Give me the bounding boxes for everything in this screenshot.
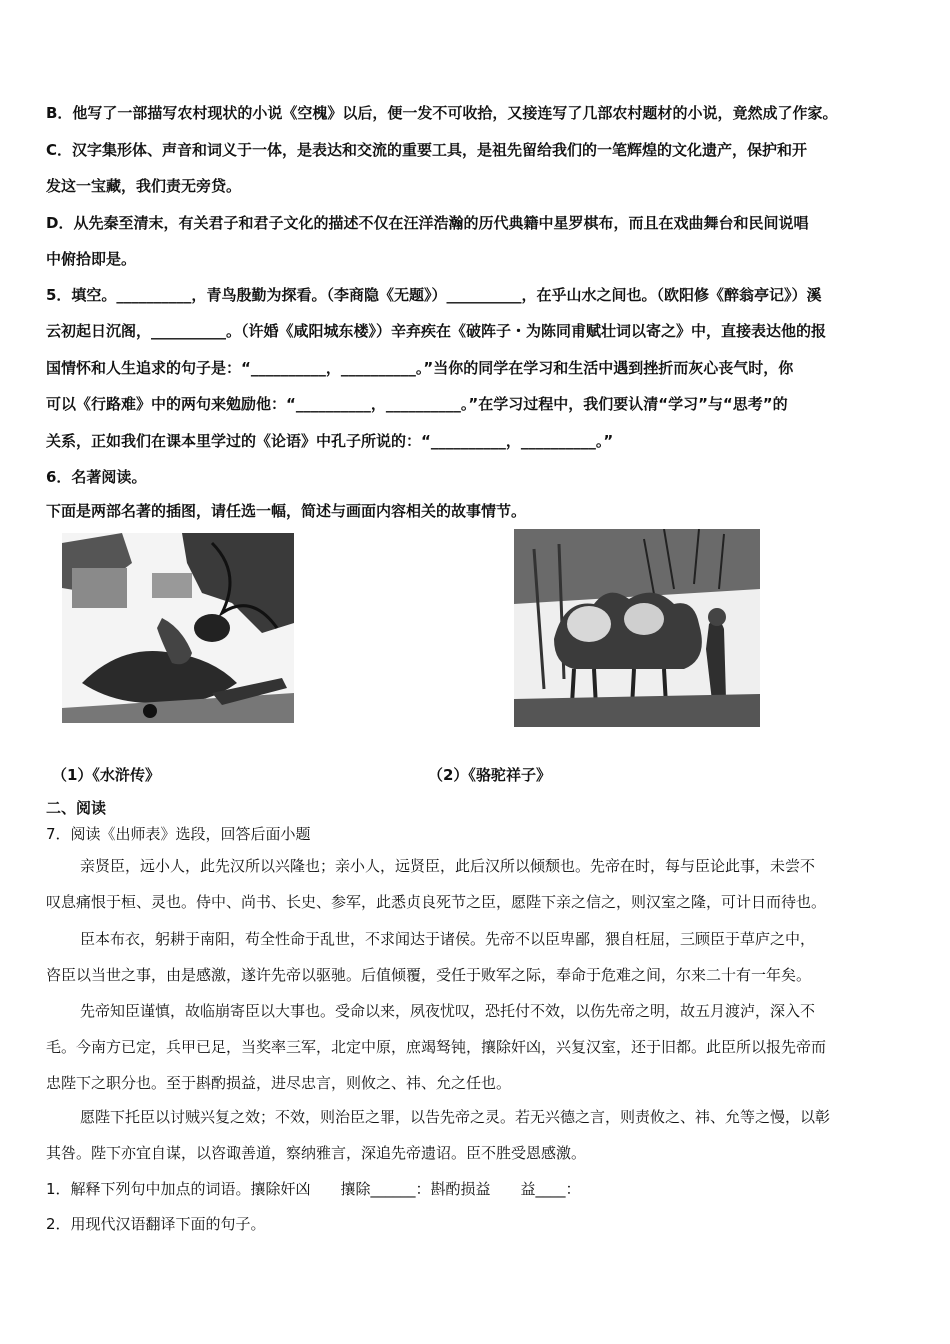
- q5-line2: 云初起日沉阁，__________。（许婚《咸阳城东楼》）辛弃疾在《破阵子・为陈同甫赋壮词以寄之》中，直接表达他的报: [46, 322, 827, 340]
- water-margin-illustration: [62, 533, 294, 723]
- q5-line1: 5．填空。__________，青鸟殷勤为探看。（李商隐《无题》）__________，在乎山水之间也。（欧阳修《醉翁亭记》）溪: [46, 286, 822, 304]
- choice-c-line2: 发这一宝藏，我们责无旁贷。: [46, 177, 242, 195]
- caption-camel-xiangzi: （2）《骆驼祥子》: [428, 766, 551, 784]
- q7-sub1: 1．解释下列句中加点的词语。攘除奸凶 攘除______：斟酌损益 益____：: [46, 1180, 581, 1198]
- passage-p1-line2: 叹息痛恨于桓、灵也。侍中、尚书、长史、参军，此悉贞良死节之臣，愿陛下亲之信之，则汉室之隆，可计日而待也。: [46, 893, 827, 911]
- passage-p4-line2: 其咎。陛下亦宜自谋，以咨诹善道，察纳雅言，深追先帝遗诏。臣不胜受恩感激。: [46, 1144, 587, 1162]
- section-reading-heading: 二、阅读: [46, 799, 107, 817]
- q5-line3: 国情怀和人生追求的句子是：“__________，__________。”当你的同学在学习和生活中遇到挫折而灰心丧气时，你: [46, 359, 794, 377]
- passage-p2-line2: 咨臣以当世之事，由是感激，遂许先帝以驱驰。后值倾覆，受任于败军之际，奉命于危难之间，尔来二十有一年矣。: [46, 966, 812, 984]
- q6-title: 6．名著阅读。: [46, 468, 147, 486]
- q7-sub2: 2．用现代汉语翻译下面的句子。: [46, 1215, 266, 1233]
- choice-c-line1: C．汉字集形体、声音和词义于一体，是表达和交流的重要工具，是祖先留给我们的一笔辉煌的文化遗产，保护和开: [46, 141, 808, 159]
- choice-d-line1: D．从先秦至清末，有关君子和君子文化的描述不仅在汪洋浩瀚的历代典籍中星罗棋布，而且在戏曲舞台和民间说唱: [46, 214, 809, 232]
- choice-b: B．他写了一部描写农村现状的小说《空槐》以后，便一发不可收拾，又接连写了几部农村题材的小说，竟然成了作家。: [46, 104, 838, 122]
- passage-p3-line1: 先帝知臣谨慎，故临崩寄臣以大事也。受命以来，夙夜忧叹，恐托付不效，以伤先帝之明，故五月渡泸，深入不: [80, 1002, 816, 1020]
- q7-title: 7．阅读《出师表》选段，回答后面小题: [46, 825, 311, 843]
- q5-line5: 关系，正如我们在课本里学过的《论语》中孔子所说的：“__________，__________。”: [46, 432, 614, 450]
- q5-line4: 可以《行路难》中的两句来勉励他：“__________，__________。”在学习过程中，我们要认清“学习”与“思考”的: [46, 395, 788, 413]
- passage-p1-line1: 亲贤臣，远小人，此先汉所以兴隆也；亲小人，远贤臣，此后汉所以倾颓也。先帝在时，每与臣论此事，未尝不: [80, 857, 816, 875]
- passage-p3-line2: 毛。今南方已定，兵甲已足，当奖率三军，北定中原，庶竭驽钝，攘除奸凶，兴复汉室，还于旧都。此臣所以报先帝而: [46, 1038, 827, 1056]
- choice-d-line2: 中俯拾即是。: [46, 250, 137, 268]
- passage-p3-line3: 忠陛下之职分也。至于斟酌损益，进尽忠言，则攸之、祎、允之任也。: [46, 1074, 512, 1092]
- q6-prompt: 下面是两部名著的插图，请任选一幅，简述与画面内容相关的故事情节。: [46, 502, 527, 520]
- camel-xiangzi-illustration: [514, 529, 760, 727]
- passage-p4-line1: 愿陛下托臣以讨贼兴复之效；不效，则治臣之罪，以告先帝之灵。若无兴德之言，则责攸之、祎、允等之慢，以彰: [80, 1108, 831, 1126]
- caption-water-margin: （1）《水浒传》: [52, 766, 160, 784]
- passage-p2-line1: 臣本布衣，躬耕于南阳，苟全性命于乱世，不求闻达于诸侯。先帝不以臣卑鄙，猥自枉屈，三顾臣于草庐之中，: [80, 930, 816, 948]
